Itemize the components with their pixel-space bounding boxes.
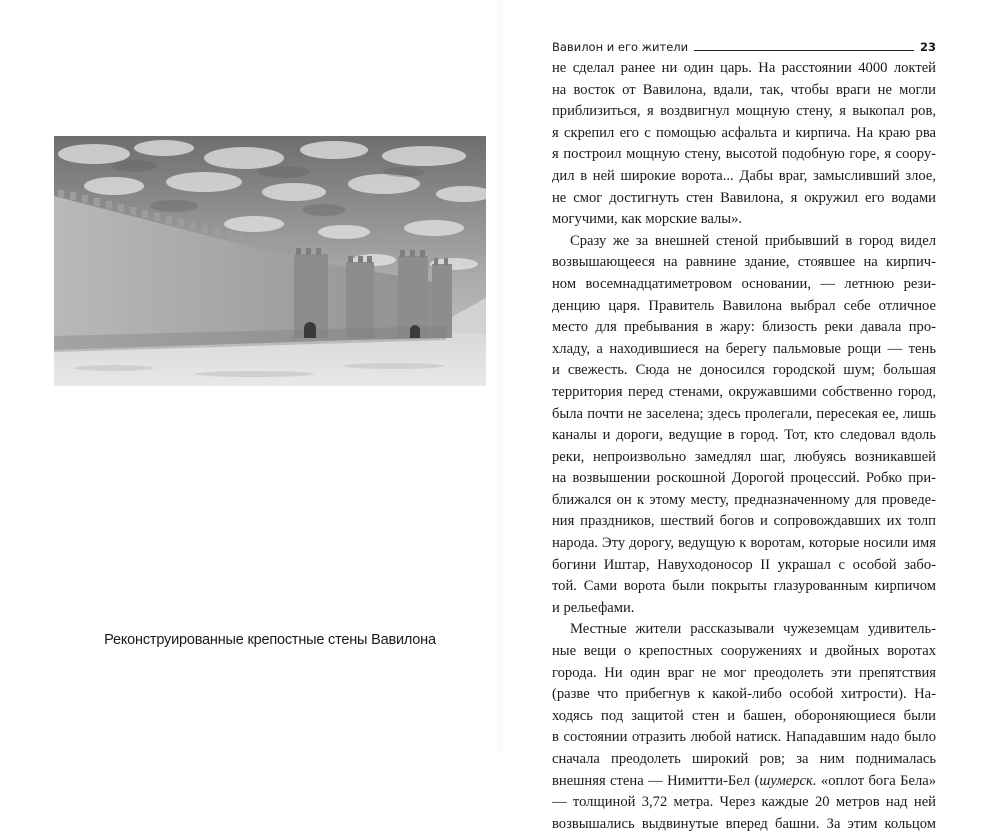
text-line: — толщиной 3,72 метра. Через каждые 20 метров над ней xyxy=(552,794,936,811)
body-text xyxy=(552,58,936,835)
page-number: 23 xyxy=(919,40,936,54)
text-line: (разве что прибегнув к какой-либо особой хитрости). На- xyxy=(552,686,936,703)
text-line: Сразу же за внешней стеной прибывший в город видел xyxy=(570,232,936,249)
text-line: города. Ни один враг не мог преодолеть эти препятствия xyxy=(552,664,936,681)
text-line: место для пребывания в жару: близость реки давала про- xyxy=(552,319,936,336)
text-line: богини Иштар, Навуходоносор II украшал с особой забо- xyxy=(552,556,936,573)
text-line: возвышались выдвинутые вперед башни. За этим кольцом xyxy=(552,815,936,832)
text-line: каналы и дороги, ведущие в город. Тот, кто следовал вдоль xyxy=(552,427,936,444)
text-line: могучими, как морские валы». xyxy=(552,211,743,228)
book-gutter xyxy=(498,0,502,752)
italic-term: шумерск. xyxy=(759,772,817,789)
running-head-rule xyxy=(694,50,914,51)
text-line: была почти не заселена; здесь пролегали, пересекая ее, лишь xyxy=(552,405,936,422)
text-line: я построил мощную стену, высотой подобную горе, я соору- xyxy=(552,146,936,163)
text-line: ния праздников, шествий богов и сопровождавших их толп xyxy=(552,513,936,530)
text-line: дил в ней широкие ворота... Дабы враг, замысливший злое, xyxy=(552,167,936,184)
text-line: внешняя стена — Нимитти-Бел (шумерск. «оплот бога Бела» xyxy=(552,772,936,789)
photo-illustration xyxy=(54,136,486,386)
text-line: той. Сами ворота были покрыты глазурованным кирпичом xyxy=(552,578,936,595)
text-line: денцию царя. Правитель Вавилона выбрал себе отличное xyxy=(552,297,936,314)
photo-caption: Реконструированные крепостные стены Вавилона xyxy=(104,632,436,648)
text-line: ные вещи о крепостных сооружениях и двойных воротах xyxy=(552,643,936,660)
text-line: не смог достигнуть стен Вавилона, я окружил его водами xyxy=(552,189,936,206)
text-line: приблизиться, я воздвигнул мощную стену, я выкопал ров, xyxy=(552,103,936,120)
text-line: Местные жители рассказывали чужеземцам удивитель- xyxy=(570,621,936,638)
text-line: на восток от Вавилона, вдали, так, чтобы враги не могли xyxy=(552,81,936,98)
text-line: я скрепил его с помощью асфальта и кирпича. На краю рва xyxy=(552,124,936,141)
text-line: территория перед стенами, окружавшими собственно город, xyxy=(552,383,936,400)
text-line: ном восемнадцатиметровом основании, — летнюю рези- xyxy=(552,275,936,292)
text-line: реки, непроизвольно замедлял шаг, любуясь возникавшей xyxy=(552,448,936,465)
babylon-walls-photo xyxy=(54,136,486,386)
text-line: ходясь под защитой стен и башен, обороняющиеся были xyxy=(552,707,936,724)
text-line: возвышающееся на равнине здание, стоявшее на кирпич- xyxy=(552,254,936,271)
text-line: и рельефами. xyxy=(552,599,635,616)
text-line: народа. Эту дорогу, ведущую к воротам, которые носили имя xyxy=(552,535,936,552)
text-line: и свежесть. Сюда не доносился городской шум; большая xyxy=(552,362,936,379)
running-head xyxy=(552,38,936,56)
running-head-title: Вавилон и его жители xyxy=(552,40,689,54)
text-line: не сделал ранее ни один царь. На расстоянии 4000 локтей xyxy=(552,60,936,76)
text-line: на возвышении роскошной Дорогой процессий. Робко при- xyxy=(552,470,936,487)
text-line: сначала преодолеть широкий ров; за ним поднималась xyxy=(552,751,936,767)
text-line: хладу, а находившиеся на берегу пальмовые рощи — тень xyxy=(552,340,936,357)
text-line: ближался он к этому месту, предназначенному для проведе- xyxy=(552,491,936,508)
text-line: в состоянии отразить любой натиск. Нападавшим надо было xyxy=(552,729,936,746)
